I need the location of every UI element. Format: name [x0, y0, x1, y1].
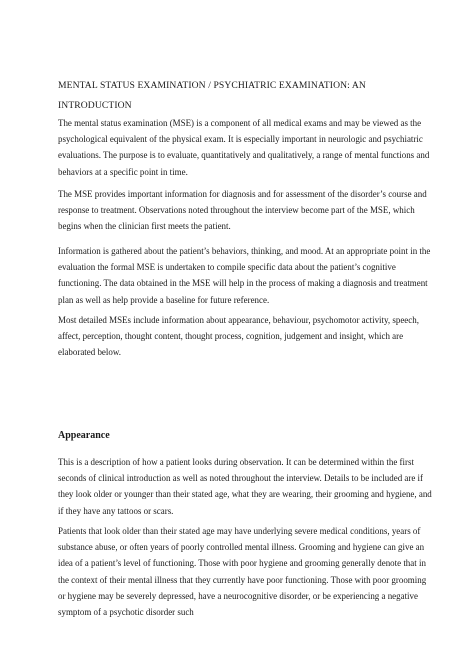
intro-paragraph-2: The MSE provides important information for diagnosis and for assessment of the disorder’s course and response to treatment. Observations noted throughout the interview become part of the MSE, which begins when the clinician first meets the patient. [58, 189, 427, 232]
intro-paragraph-3: Information is gathered about the patient’s behaviors, thinking, and mood. At an appropriate point in the evaluation the formal MSE is undertaken to compile specific data about the patient’s cognitive functioning. The data obtained in the MSE will help in the process of making a diagnosis and treatment plan as well as help provide a baseline for future reference. [58, 246, 431, 305]
intro-paragraph-1: The mental status examination (MSE) is a component of all medical exams and may be viewed as the psychological equivalent of the physical exam. It is especially important in neurologic and psychiatric evaluations. The purpose is to evaluate, quantitatively and qualitatively, a range of mental functions and behaviors at a specific point in time. [58, 118, 430, 177]
appearance-paragraph-2: Patients that look older than their stated age may have underlying severe medical conditions, years of substance abuse, or often years of poorly controlled mental illness. Grooming and hygiene can give an idea of a patient’s level of functioning. Those with poor hygiene and grooming generally denote that in the context of their mental illness that they currently have poor functioning. Those with poor grooming or hygiene may be severely depressed, have a neurocognitive disorder, or be experiencing a negative symptom of a psychotic disorder such [58, 526, 427, 618]
document-title: MENTAL STATUS EXAMINATION / PSYCHIATRIC EXAMINATION: AN INTRODUCTION [58, 80, 366, 111]
intro-paragraph-4: Most detailed MSEs include information about appearance, behaviour, psychomotor activity, speech, affect, perception, thought content, thought process, cognition, judgement and insight, which are elaborated below. [58, 315, 419, 358]
appearance-paragraph-1: This is a description of how a patient looks during observation. It can be determined within the first seconds of clinical introduction as well as noted throughout the interview. Details to be included are if they look older or younger than their stated age, what they are wearing, their grooming and hygiene, and if they have any tattoos or scars. [58, 457, 432, 516]
appearance-heading: Appearance [58, 430, 110, 441]
